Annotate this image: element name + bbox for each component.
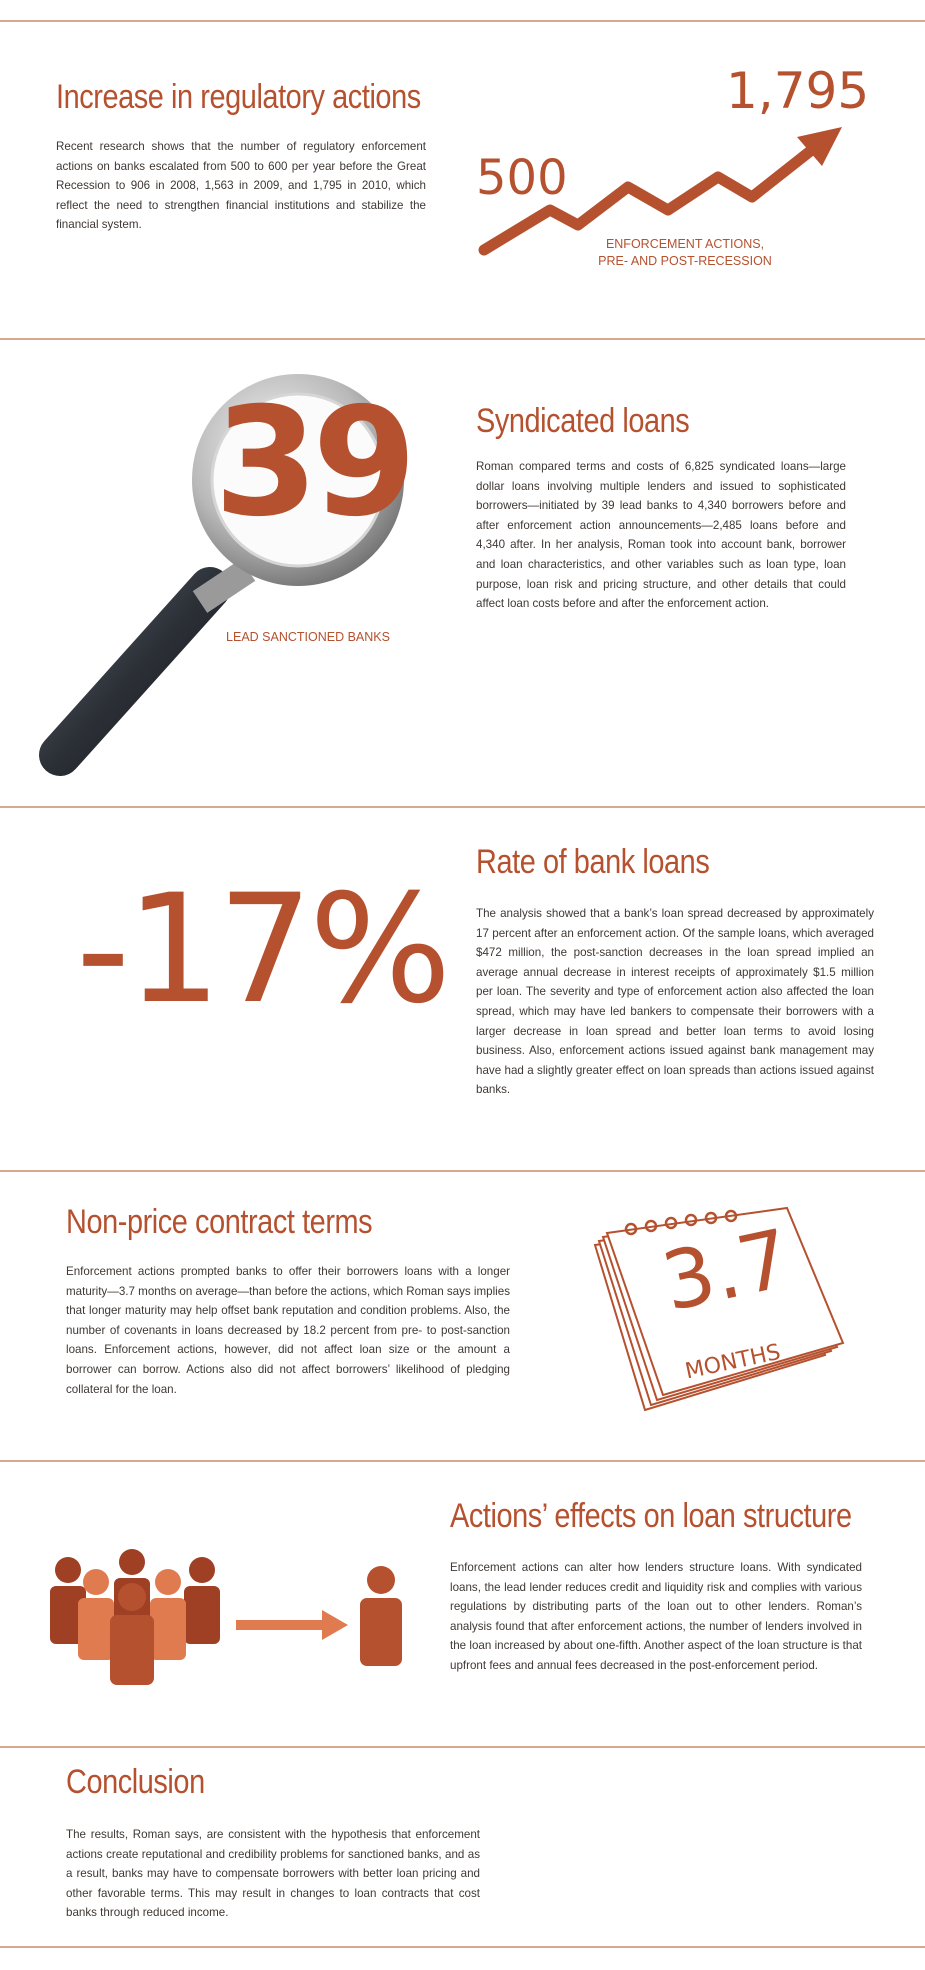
caption-line-2: PRE- AND POST-RECESSION (598, 254, 772, 268)
divider-4 (0, 1460, 925, 1462)
divider-bottom (0, 1946, 925, 1948)
section-body: Roman compared terms and costs of 6,825 syndicated loans—large dollar loans involving multiple lenders and issued to sophisticated borrowers—initiated by 39 lead banks to 4,340 borrowers before and after enforcement action announcements—2,485 loans before and 4,340 after. In her analysis, Roman took into account bank, borrower and loan characteristics, and other variables such as loan type, loan purpose, loan risk and pricing structure, and other details that could affect loan costs before and after the enforcement action. (476, 460, 846, 611)
divider-top (0, 20, 925, 22)
section-body: Enforcement actions can alter how lenders structure loans. With syndicated loans, the lead lender reduces credit and liquidity risk and complies with various regulations by distributing parts of the loan out to other lenders. Roman’s analysis found that after enforcement actions, the number of lenders involved in the loan increased by about one-fifth. Another aspect of the loan structure is that upfront fees and annual fees decreased in the post-enforcement period. (450, 1561, 862, 1672)
lead-banks-caption: LEAD SANCTIONED BANKS (226, 630, 390, 644)
divider-5 (0, 1746, 925, 1748)
section-body: Enforcement actions prompted banks to offer their borrowers loans with a longer maturity—3.7 months on average—than before the actions, which Roman says implies that longer maturity may help offset bank reputation and condition problems. Also, the number of covenants in loans decreased by 18.2 percent from pre- to post-sanction loans. Enforcement actions, however, did not affect loan size or the amount a borrower can borrow. Actions also did not affect borrowers’ likelihood of pledging collateral for the loan. (66, 1265, 510, 1396)
section-heading: Increase in regulatory actions (56, 78, 421, 116)
divider-1 (0, 338, 925, 340)
section-heading: Rate of bank loans (476, 843, 710, 881)
section-heading: Syndicated loans (476, 402, 690, 440)
lead-banks-number: 39 (214, 376, 411, 550)
divider-2 (0, 806, 925, 808)
caption-line-1: ENFORCEMENT ACTIONS, (605, 237, 765, 251)
lenders-group-icon (36, 1540, 416, 1700)
section-body: The analysis showed that a bank’s loan spread decreased by approximately 17 percent after an enforcement action. Of the sample loans, which averaged $472 million, the post-sanction decreases in the loan spread implied an average annual decrease in interest receipts of approximately $1.5 million per loan. The severity and type of enforcement action also affected the loan spread, which may have led bankers to compensate their borrowers with a larger decrease in loan spread and better loan terms to avoid losing business. Also, enforcement actions issued against bank management may have had a slightly greater effect on loan spreads than actions issued against banks. (476, 907, 874, 1097)
loan-spread-change: -17% (76, 863, 448, 1037)
section-body: The results, Roman says, are consistent with the hypothesis that enforcement actions create reputational and credibility problems for sanctioned banks, and as a result, banks may have to compensate borrowers with better loan pricing and other favorable terms. This may result in changes to loan contracts that cost banks through reduced income. (66, 1828, 480, 1920)
maturity-number: 3.7 (654, 1211, 799, 1330)
section-body: Recent research shows that the number of regulatory enforcement actions on banks escalated from 500 to 600 per year before the Great Recession to 906 in 2008, 1,563 in 2009, and 1,795 in 2010, which reflect the need to strengthen financial institutions and stabilize the financial system. (56, 140, 426, 232)
end-value: 1,795 (726, 62, 870, 120)
maturity-unit: MONTHS (683, 1339, 783, 1385)
section-heading: Non-price contract terms (66, 1203, 373, 1241)
section-heading: Conclusion (66, 1763, 205, 1801)
section-heading: Actions’ effects on loan structure (450, 1497, 852, 1535)
chart-caption (560, 236, 810, 270)
divider-3 (0, 1170, 925, 1172)
start-value: 500 (476, 150, 568, 206)
